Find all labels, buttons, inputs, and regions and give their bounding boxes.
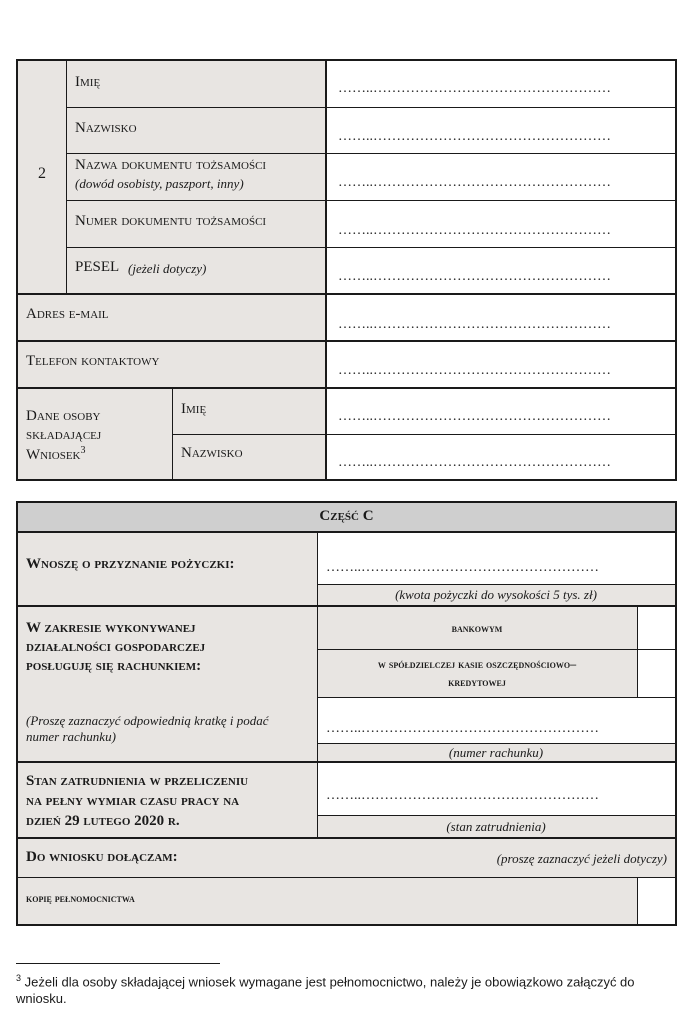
footnote-line2: wniosku. bbox=[16, 991, 67, 1007]
applicant-first-name-field[interactable]: ……..…………………………………………… bbox=[338, 409, 611, 424]
applicant-label-line2: składającej bbox=[26, 427, 102, 443]
applicant-first-name-label: Imię bbox=[181, 401, 207, 417]
footnote-separator bbox=[16, 963, 220, 964]
phone-field[interactable]: ……..…………………………………………… bbox=[338, 363, 611, 378]
section-c-table bbox=[16, 501, 677, 926]
attachments-note: (proszę zaznaczyć jeżeli dotyczy) bbox=[496, 851, 667, 866]
section-b-table bbox=[16, 59, 677, 481]
footnote-ref: 3 bbox=[80, 445, 86, 456]
pesel-hint: (jeżeli dotyczy) bbox=[128, 261, 207, 276]
person-number: 2 bbox=[38, 165, 46, 182]
account-instruction-line1: (Proszę zaznaczyć odpowiednią kratkę i podać bbox=[26, 713, 269, 728]
account-label-line2: działalności gospodarczej bbox=[26, 639, 206, 655]
account-number-field[interactable]: ……..…………………………………………… bbox=[326, 721, 599, 736]
credit-union-option-checkbox[interactable] bbox=[638, 650, 675, 697]
employment-field[interactable]: ……..…………………………………………… bbox=[326, 788, 599, 803]
poa-copy-label: kopię pełnomocnictwa bbox=[26, 891, 135, 905]
applicant-label-line1: Dane osoby bbox=[26, 408, 101, 424]
account-label-line3: posługuję się rachunkiem: bbox=[26, 658, 202, 674]
credit-union-option-line2: kredytowej bbox=[448, 675, 506, 689]
loan-amount-field[interactable]: ……..…………………………………………… bbox=[326, 560, 599, 575]
credit-union-option-line1: w spółdzielczej kasie oszczędnościowo– bbox=[377, 657, 577, 671]
account-label-line1: W zakresie wykonywanej bbox=[26, 620, 196, 636]
bank-option-label: bankowym bbox=[451, 621, 503, 635]
bank-option-checkbox[interactable] bbox=[638, 607, 675, 649]
first-name-label: Imię bbox=[75, 74, 101, 90]
pesel-label: PESEL bbox=[75, 259, 120, 275]
attachments-label: Do wniosku dołączam: bbox=[26, 849, 178, 865]
footnote bbox=[16, 970, 666, 1007]
id-document-number-label: Numer dokumentu tożsamości bbox=[75, 213, 267, 229]
email-field[interactable]: ……..…………………………………………… bbox=[338, 317, 611, 332]
first-name-field[interactable]: ……..…………………………………………… bbox=[338, 81, 611, 96]
applicant-last-name-field[interactable]: ……..…………………………………………… bbox=[338, 455, 611, 470]
employment-label-line3: dzień 29 lutego 2020 r. bbox=[26, 813, 180, 829]
last-name-label: Nazwisko bbox=[75, 120, 137, 136]
id-document-number-field[interactable]: ……..…………………………………………… bbox=[338, 223, 611, 238]
id-document-name-hint: (dowód osobisty, paszport, inny) bbox=[75, 176, 244, 191]
email-label: Adres e-mail bbox=[26, 306, 109, 322]
section-c-title: Część C bbox=[319, 508, 374, 524]
phone-label: Telefon kontaktowy bbox=[26, 353, 160, 369]
account-instruction-line2: numer rachunku) bbox=[26, 729, 116, 744]
loan-label: Wnoszę o przyznanie pożyczki: bbox=[26, 556, 235, 572]
employment-note: (stan zatrudnienia) bbox=[446, 819, 546, 834]
employment-label-line1: Stan zatrudnienia w przeliczeniu bbox=[26, 773, 249, 789]
id-document-name-label: Nazwa dokumentu tożsamości bbox=[75, 157, 267, 173]
footnote-line1: $^3$ Jeżeli dla osoby składającej wniosek wymagane jest pełnomocnictwo, należy je obowiązkowo załączyć do bbox=[16, 973, 635, 990]
applicant-label-line3: Wniosek$^3$ bbox=[26, 445, 86, 463]
account-number-note: (numer rachunku) bbox=[448, 745, 544, 760]
last-name-field[interactable]: ……..…………………………………………… bbox=[338, 129, 611, 144]
poa-copy-checkbox[interactable] bbox=[638, 878, 675, 924]
loan-note: (kwota pożyczki do wysokości 5 tys. zł) bbox=[395, 587, 597, 602]
pesel-field[interactable]: ……..…………………………………………… bbox=[338, 269, 611, 284]
id-document-name-field[interactable]: ……..…………………………………………… bbox=[338, 175, 611, 190]
employment-label-line2: na pełny wymiar czasu pracy na bbox=[26, 793, 240, 809]
applicant-last-name-label: Nazwisko bbox=[181, 445, 243, 461]
footnote-number: 3 bbox=[16, 973, 22, 983]
